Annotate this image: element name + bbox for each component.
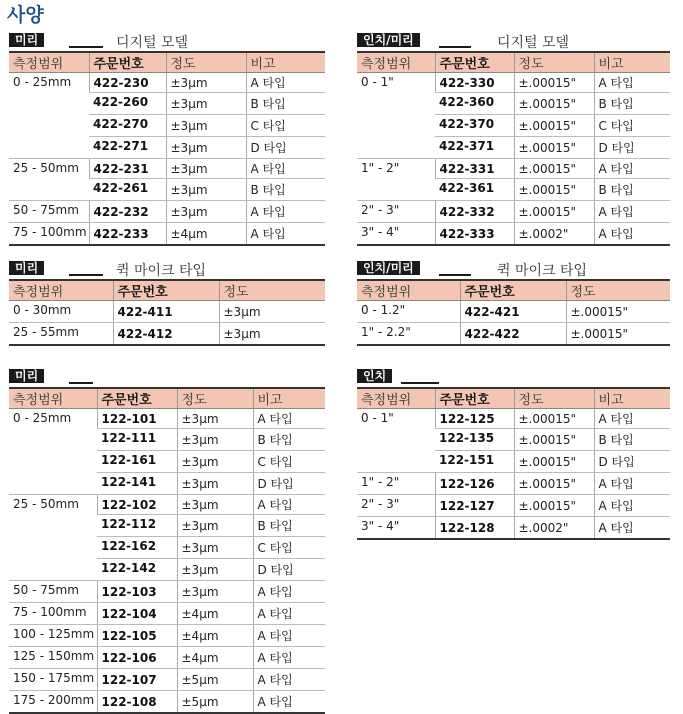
accuracy-cell: ±.00015" xyxy=(514,137,594,159)
section-inch-mechanical xyxy=(357,367,670,540)
spec-table xyxy=(9,51,325,246)
order-number-cell: 122-161 xyxy=(97,451,177,473)
range-cell: 1" - 2.2" xyxy=(361,325,411,339)
table-row xyxy=(357,301,670,323)
order-number-cell: 122-102 xyxy=(97,495,177,515)
table-row xyxy=(357,473,670,495)
accuracy-cell: ±3μm xyxy=(177,429,253,451)
column-header: 비고 xyxy=(253,388,325,409)
range-cell: 2" - 3" xyxy=(357,495,435,517)
range-cell: 100 - 125mm xyxy=(9,625,97,647)
accuracy-cell: ±.00015" xyxy=(514,495,594,517)
spec-table xyxy=(357,279,670,346)
remark-cell: A 타입 xyxy=(594,73,670,93)
accuracy-cell: ±3μm xyxy=(177,409,253,429)
order-number-cell: 122-151 xyxy=(435,451,514,473)
range-cell: 125 - 150mm xyxy=(9,647,97,669)
table-header-row xyxy=(357,52,670,73)
order-number-cell: 422-411 xyxy=(113,301,219,323)
column-header: 정도 xyxy=(166,52,246,73)
column-header: 주문번호 xyxy=(113,280,219,301)
table-row xyxy=(357,223,670,246)
accuracy-cell: ±4μm xyxy=(177,625,253,647)
column-header: 주문번호 xyxy=(97,388,177,409)
accuracy-cell: ±3μm xyxy=(166,73,246,93)
remark-cell: A 타입 xyxy=(253,409,325,429)
column-header: 주문번호 xyxy=(89,52,166,73)
remark-cell: A 타입 xyxy=(594,517,670,540)
order-number-cell: 122-101 xyxy=(97,409,177,429)
column-header: 주문번호 xyxy=(435,52,514,73)
column-header: 측정범위 xyxy=(9,388,97,409)
accuracy-cell: ±5μm xyxy=(177,691,253,714)
column-header: 주문번호 xyxy=(435,388,514,409)
remark-cell: B 타입 xyxy=(246,93,325,115)
unit-badge: 미리 xyxy=(9,369,44,383)
order-number-cell: 122-111 xyxy=(97,429,177,451)
order-number-cell: 422-371 xyxy=(435,137,514,159)
section-metric-digital xyxy=(9,31,325,246)
accuracy-cell: ±3μm xyxy=(177,473,253,495)
remark-cell: A 타입 xyxy=(594,223,670,246)
order-number-cell: 422-230 xyxy=(89,73,166,93)
accuracy-cell: ±.00015" xyxy=(514,159,594,179)
order-number-cell: 422-231 xyxy=(89,159,166,179)
column-header: 측정범위 xyxy=(357,388,435,409)
accuracy-cell: ±.00015" xyxy=(514,451,594,473)
accuracy-cell: ±.00015" xyxy=(514,201,594,223)
accuracy-cell: ±3μm xyxy=(166,179,246,201)
table-header-row xyxy=(9,280,325,301)
table-row xyxy=(357,409,670,429)
table-row xyxy=(9,669,325,691)
accuracy-cell: ±.00015" xyxy=(514,409,594,429)
order-number-cell: 122-126 xyxy=(435,473,514,495)
range-cell: 3" - 4" xyxy=(361,519,400,533)
remark-cell: A 타입 xyxy=(253,581,325,603)
remark-cell: C 타입 xyxy=(253,537,325,559)
remark-cell: B 타입 xyxy=(253,515,325,537)
table-header-row xyxy=(9,52,325,73)
remark-cell: D 타입 xyxy=(594,137,670,159)
remark-cell: B 타입 xyxy=(246,179,325,201)
unit-badge: 미리 xyxy=(9,261,44,275)
accuracy-cell: ±5μm xyxy=(177,669,253,691)
table-row xyxy=(9,495,325,515)
order-number-cell: 122-162 xyxy=(97,537,177,559)
spec-table xyxy=(357,51,670,246)
range-cell: 25 - 50mm xyxy=(9,159,89,201)
accuracy-cell: ±3μm xyxy=(177,451,253,473)
remark-cell: A 타입 xyxy=(246,223,325,246)
section-caption: 퀵 마이크 타입 xyxy=(116,263,207,279)
order-number-cell: 122-104 xyxy=(97,603,177,625)
remark-cell: A 타입 xyxy=(246,159,325,179)
remark-cell: A 타입 xyxy=(594,495,670,517)
column-header: 정도 xyxy=(219,280,325,301)
remark-cell: D 타입 xyxy=(594,451,670,473)
table-row xyxy=(357,323,670,346)
range-cell: 1" - 2" xyxy=(357,159,435,201)
range-cell: 0 - 25mm xyxy=(9,73,89,159)
table-row xyxy=(9,409,325,429)
section-inch-metric-digital xyxy=(357,31,670,246)
column-header: 주문번호 xyxy=(460,280,566,301)
range-cell: 150 - 175mm xyxy=(9,669,97,691)
remark-cell: A 타입 xyxy=(594,409,670,429)
order-number-cell: 422-331 xyxy=(435,159,514,179)
accuracy-cell: ±.00015" xyxy=(514,179,594,201)
section-metric-mechanical xyxy=(9,367,325,714)
table-header-row xyxy=(9,388,325,409)
section-inch-metric-quick xyxy=(357,259,670,346)
section-caption: 디지털 모델 xyxy=(497,35,570,51)
remark-cell: A 타입 xyxy=(253,495,325,515)
remark-cell: A 타입 xyxy=(246,73,325,93)
range-cell: 0 - 30mm xyxy=(9,301,113,323)
column-header: 측정범위 xyxy=(357,52,435,73)
accuracy-cell: ±3μm xyxy=(166,137,246,159)
table-row xyxy=(357,159,670,179)
spec-table xyxy=(9,387,325,714)
spec-table xyxy=(9,279,325,346)
column-header: 비고 xyxy=(246,52,325,73)
remark-cell: B 타입 xyxy=(594,179,670,201)
page-title: 사양 xyxy=(7,4,44,26)
table-row xyxy=(9,223,325,246)
section-metric-quick xyxy=(9,259,325,346)
range-cell: 1" - 2" xyxy=(357,473,435,495)
accuracy-cell: ±.00015" xyxy=(514,93,594,115)
accuracy-cell: ±.00015" xyxy=(566,323,670,346)
accuracy-cell: ±3μm xyxy=(177,537,253,559)
order-number-cell: 422-270 xyxy=(89,115,166,137)
column-header: 정도 xyxy=(514,52,594,73)
table-row xyxy=(9,603,325,625)
range-cell: 75 - 100mm xyxy=(13,225,87,239)
table-header-row xyxy=(357,280,670,301)
unit-badge: 인치 xyxy=(357,369,392,383)
order-number-cell: 122-106 xyxy=(97,647,177,669)
remark-cell: C 타입 xyxy=(253,451,325,473)
order-number-cell: 422-412 xyxy=(113,323,219,346)
range-cell: 50 - 75mm xyxy=(9,581,97,603)
unit-badge: 미리 xyxy=(9,33,44,47)
remark-cell: A 타입 xyxy=(246,201,325,223)
table-row xyxy=(9,691,325,714)
column-header: 정도 xyxy=(566,280,670,301)
remark-cell: D 타입 xyxy=(253,473,325,495)
order-number-cell: 422-360 xyxy=(435,93,514,115)
order-number-cell: 122-112 xyxy=(97,515,177,537)
range-cell: 50 - 75mm xyxy=(9,201,89,223)
table-row xyxy=(357,73,670,93)
remark-cell: A 타입 xyxy=(253,603,325,625)
column-header: 측정범위 xyxy=(9,52,89,73)
accuracy-cell: ±3μm xyxy=(177,495,253,515)
accuracy-cell: ±4μm xyxy=(177,603,253,625)
column-header: 비고 xyxy=(594,388,670,409)
table-row xyxy=(357,517,670,540)
order-number-cell: 422-421 xyxy=(460,301,566,323)
order-number-cell: 422-233 xyxy=(89,223,166,246)
table-row xyxy=(9,73,325,93)
range-cell: 25 - 50mm xyxy=(9,495,97,581)
range-cell: 0 - 1" xyxy=(357,409,435,473)
accuracy-cell: ±.00015" xyxy=(514,73,594,93)
order-number-cell: 422-271 xyxy=(89,137,166,159)
accuracy-cell: ±3μm xyxy=(166,115,246,137)
remark-cell: C 타입 xyxy=(246,115,325,137)
remark-cell: A 타입 xyxy=(594,201,670,223)
order-number-cell: 122-135 xyxy=(435,429,514,451)
accuracy-cell: ±.00015" xyxy=(514,473,594,495)
range-cell: 2" - 3" xyxy=(357,201,435,223)
column-header: 측정범위 xyxy=(357,280,460,301)
order-number-cell: 122-127 xyxy=(435,495,514,517)
order-number-cell: 122-142 xyxy=(97,559,177,581)
column-header: 측정범위 xyxy=(9,280,113,301)
remark-cell: A 타입 xyxy=(594,159,670,179)
spec-table xyxy=(357,387,670,540)
order-number-cell: 422-422 xyxy=(460,323,566,346)
accuracy-cell: ±.00015" xyxy=(566,301,670,323)
section-caption: 디지털 모델 xyxy=(116,35,189,51)
table-row xyxy=(9,625,325,647)
accuracy-cell: ±3μm xyxy=(219,301,325,323)
range-cell: 175 - 200mm xyxy=(13,693,95,707)
table-header-row xyxy=(357,388,670,409)
accuracy-cell: ±3μm xyxy=(166,201,246,223)
accuracy-cell: ±3μm xyxy=(166,93,246,115)
accuracy-cell: ±3μm xyxy=(177,581,253,603)
unit-badge: 인치/미리 xyxy=(357,261,420,275)
table-row xyxy=(9,159,325,179)
table-row xyxy=(9,323,325,346)
accuracy-cell: ±4μm xyxy=(166,223,246,246)
order-number-cell: 422-333 xyxy=(435,223,514,246)
accuracy-cell: ±.00015" xyxy=(514,429,594,451)
remark-cell: B 타입 xyxy=(594,429,670,451)
order-number-cell: 422-370 xyxy=(435,115,514,137)
remark-cell: A 타입 xyxy=(594,473,670,495)
order-number-cell: 422-261 xyxy=(89,179,166,201)
range-cell: 75 - 100mm xyxy=(9,603,97,625)
table-row xyxy=(9,301,325,323)
remark-cell: C 타입 xyxy=(594,115,670,137)
order-number-cell: 422-232 xyxy=(89,201,166,223)
table-row xyxy=(9,647,325,669)
remark-cell: B 타입 xyxy=(253,429,325,451)
range-cell: 0 - 25mm xyxy=(9,409,97,495)
remark-cell: A 타입 xyxy=(253,669,325,691)
order-number-cell: 122-107 xyxy=(97,669,177,691)
remark-cell: A 타입 xyxy=(253,625,325,647)
range-cell: 0 - 1.2" xyxy=(357,301,460,323)
table-row xyxy=(9,201,325,223)
accuracy-cell: ±4μm xyxy=(177,647,253,669)
table-row xyxy=(9,581,325,603)
column-header: 정도 xyxy=(177,388,253,409)
unit-badge: 인치/미리 xyxy=(357,33,420,47)
order-number-cell: 122-103 xyxy=(97,581,177,603)
order-number-cell: 122-141 xyxy=(97,473,177,495)
accuracy-cell: ±3μm xyxy=(177,515,253,537)
range-cell: 25 - 55mm xyxy=(13,325,79,339)
range-cell: 3" - 4" xyxy=(361,225,400,239)
order-number-cell: 422-260 xyxy=(89,93,166,115)
accuracy-cell: ±.00015" xyxy=(514,115,594,137)
accuracy-cell: ±3μm xyxy=(219,323,325,346)
remark-cell: A 타입 xyxy=(253,647,325,669)
column-header: 비고 xyxy=(594,52,670,73)
accuracy-cell: ±3μm xyxy=(177,559,253,581)
remark-cell: D 타입 xyxy=(253,559,325,581)
order-number-cell: 422-332 xyxy=(435,201,514,223)
order-number-cell: 122-105 xyxy=(97,625,177,647)
table-row xyxy=(357,495,670,517)
accuracy-cell: ±.0002" xyxy=(514,517,594,540)
order-number-cell: 122-108 xyxy=(97,691,177,714)
remark-cell: D 타입 xyxy=(246,137,325,159)
section-caption: 퀵 마이크 타입 xyxy=(497,263,588,279)
order-number-cell: 422-330 xyxy=(435,73,514,93)
remark-cell: A 타입 xyxy=(253,691,325,714)
order-number-cell: 422-361 xyxy=(435,179,514,201)
accuracy-cell: ±3μm xyxy=(166,159,246,179)
remark-cell: B 타입 xyxy=(594,93,670,115)
order-number-cell: 122-128 xyxy=(435,517,514,540)
accuracy-cell: ±.0002" xyxy=(514,223,594,246)
order-number-cell: 122-125 xyxy=(435,409,514,429)
table-row xyxy=(357,201,670,223)
range-cell: 0 - 1" xyxy=(357,73,435,159)
column-header: 정도 xyxy=(514,388,594,409)
